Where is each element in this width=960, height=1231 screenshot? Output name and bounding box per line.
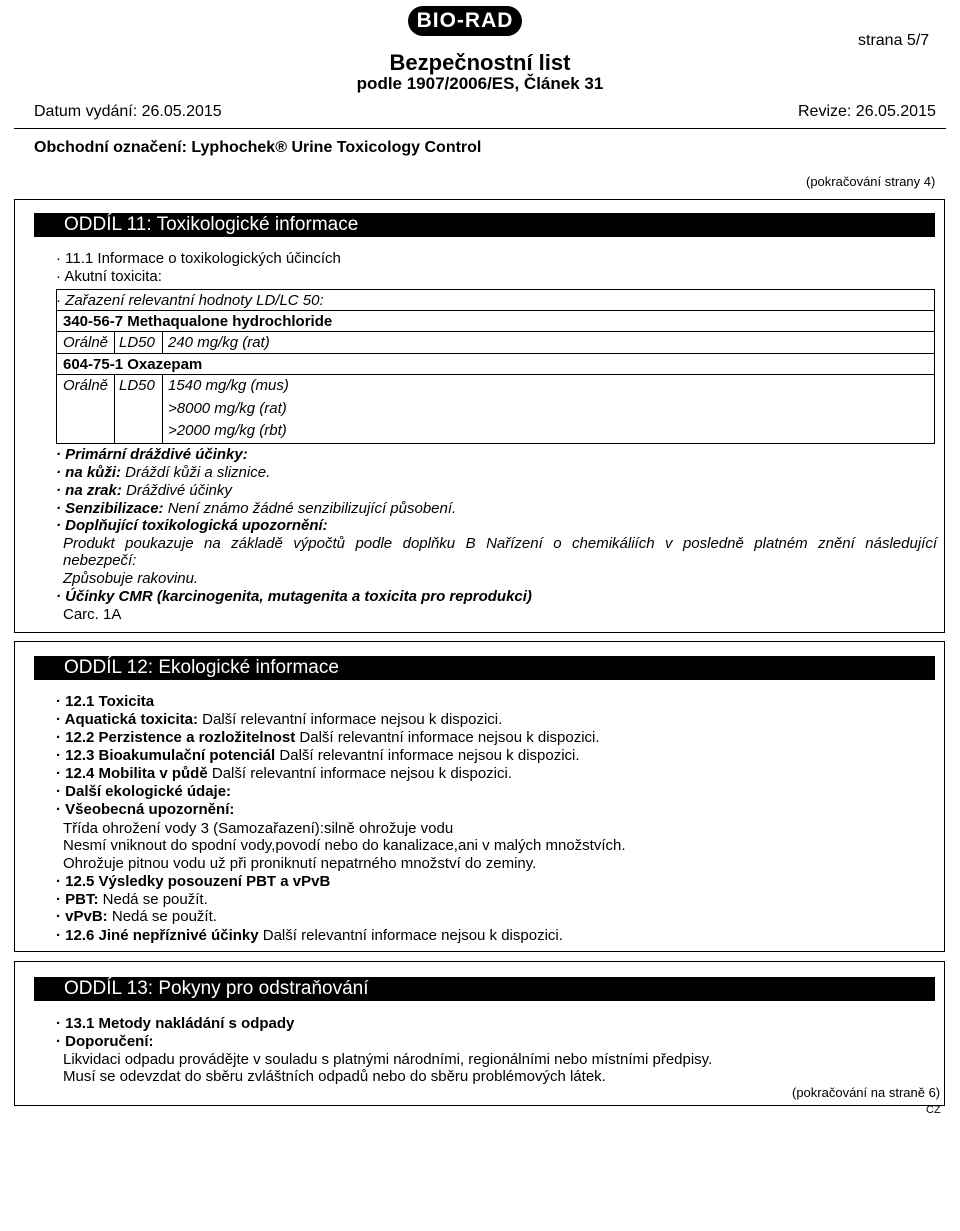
s11-additional-text-2: nebezpečí: [63,552,137,569]
section-12-heading: ODDÍL 12: Ekologické informace [34,656,935,680]
s12-toxicity: · 12.1 Toxicita [56,693,155,710]
s12-aquatic: · Aquatická toxicita: Další relevantní informace nejsou k dispozici. [56,711,503,728]
s11-line-acute: · Akutní toxicita: [56,268,162,285]
s12-water-class: Třída ohrožení vody 3 (Samozařazení):silně ohrožuje vodu [63,820,454,837]
s11-primary-irritation: · Primární dráždivé účinky: [56,446,248,463]
type-cell: LD50 [119,377,155,394]
s11-additional-text: Produkt poukazuje na základě výpočtů podle doplňku B Nařízení o chemikáliích v posledně platném znění následující [63,535,937,552]
s11-causes-cancer: Způsobuje rakovinu. [63,570,199,587]
s12-vpvb: · vPvB: Nedá se použít. [56,908,217,925]
s12-pbt-results: · 12.5 Výsledky posouzení PBT a vPvB [56,873,331,890]
value-cell: >8000 mg/kg (rat) [168,400,287,417]
s11-line-info: · 11.1 Informace o toxikologických účincích [56,250,341,267]
continued-from: (pokračování strany 4) [806,174,936,189]
language-code: CZ [926,1104,941,1116]
page-number: strana 5/7 [858,32,930,49]
s11-cmr-value: Carc. 1A [63,606,122,623]
revision-date: Revize: 26.05.2015 [798,103,936,120]
s12-persistence: · 12.2 Perzistence a rozložitelnost Další relevantní informace nejsou k dispozici. [56,729,600,746]
route-cell: Orálně [63,377,109,394]
s12-groundwater: Nesmí vniknout do spodní vody,povodí nebo do kanalizace,ani v malých množstvích. [63,837,626,854]
document-subtitle: podle 1907/2006/ES, Článek 31 [356,74,604,93]
s12-general-notes: · Všeobecná upozornění: [56,801,235,818]
s12-mobility: · 12.4 Mobilita v půdě Další relevantní informace nejsou k dispozici. [56,765,513,782]
issue-date: Datum vydání: 26.05.2015 [34,103,222,120]
document-title: Bezpečnostní list [389,50,571,75]
trade-name: Obchodní označení: Lyphochek® Urine Toxicology Control [34,139,482,156]
substance-oxazepam: 604-75-1 Oxazepam [63,356,203,373]
type-cell: LD50 [119,334,155,351]
s12-bioaccumulation: · 12.3 Bioakumulační potenciál Další relevantní informace nejsou k dispozici. [56,747,580,764]
route-cell: Orálně [63,334,109,351]
continued-to: (pokračování na straně 6) [792,1085,941,1100]
s11-skin: · na kůži: Dráždí kůži a sliznice. [56,464,271,481]
s11-additional-label: · Doplňující toxikologická upozornění: [56,517,328,534]
section-11-heading: ODDÍL 11: Toxikologické informace [34,213,935,237]
substance-methaqualone: 340-56-7 Methaqualone hydrochloride [63,313,333,330]
s11-cmr-label: · Účinky CMR (karcinogenita, mutagenita a toxicita pro reprodukci) [56,588,532,605]
bio-rad-logo: BIO-RAD [408,6,522,36]
s12-drinking-water: Ohrožuje pitnou vodu už při proniknutí nepatrného množství do zeminy. [63,855,537,872]
s13-waste-methods: · 13.1 Metody nakládání s odpady [56,1015,295,1032]
s12-pbt: · PBT: Nedá se použít. [56,891,208,908]
ld50-table-title: · Zařazení relevantní hodnoty LD/LC 50: [56,292,324,309]
value-cell: >2000 mg/kg (rbt) [168,422,287,439]
section-13-heading: ODDÍL 13: Pokyny pro odstraňování [34,977,935,1001]
s13-disposal-text: Likvidaci odpadu provádějte v souladu s platnými národními, regionálními nebo místními předpisy. [63,1051,713,1068]
value-cell: 1540 mg/kg (mus) [168,377,289,394]
s12-other-eco: · Další ekologické údaje: [56,783,232,800]
s11-eye: · na zrak: Dráždivé účinky [56,482,232,499]
header-divider [14,128,946,129]
s13-collection-text: Musí se odevzdat do sběru zvláštních odpadů nebo do sběru problémových látek. [63,1068,606,1085]
s11-sensitisation: · Senzibilizace: Není známo žádné senzibilizující působení. [56,500,457,517]
value-cell: 240 mg/kg (rat) [168,334,270,351]
s13-recommendation: · Doporučení: [56,1033,154,1050]
s12-other-effects: · 12.6 Jiné nepříznivé účinky Další relevantní informace nejsou k dispozici. [56,927,563,944]
